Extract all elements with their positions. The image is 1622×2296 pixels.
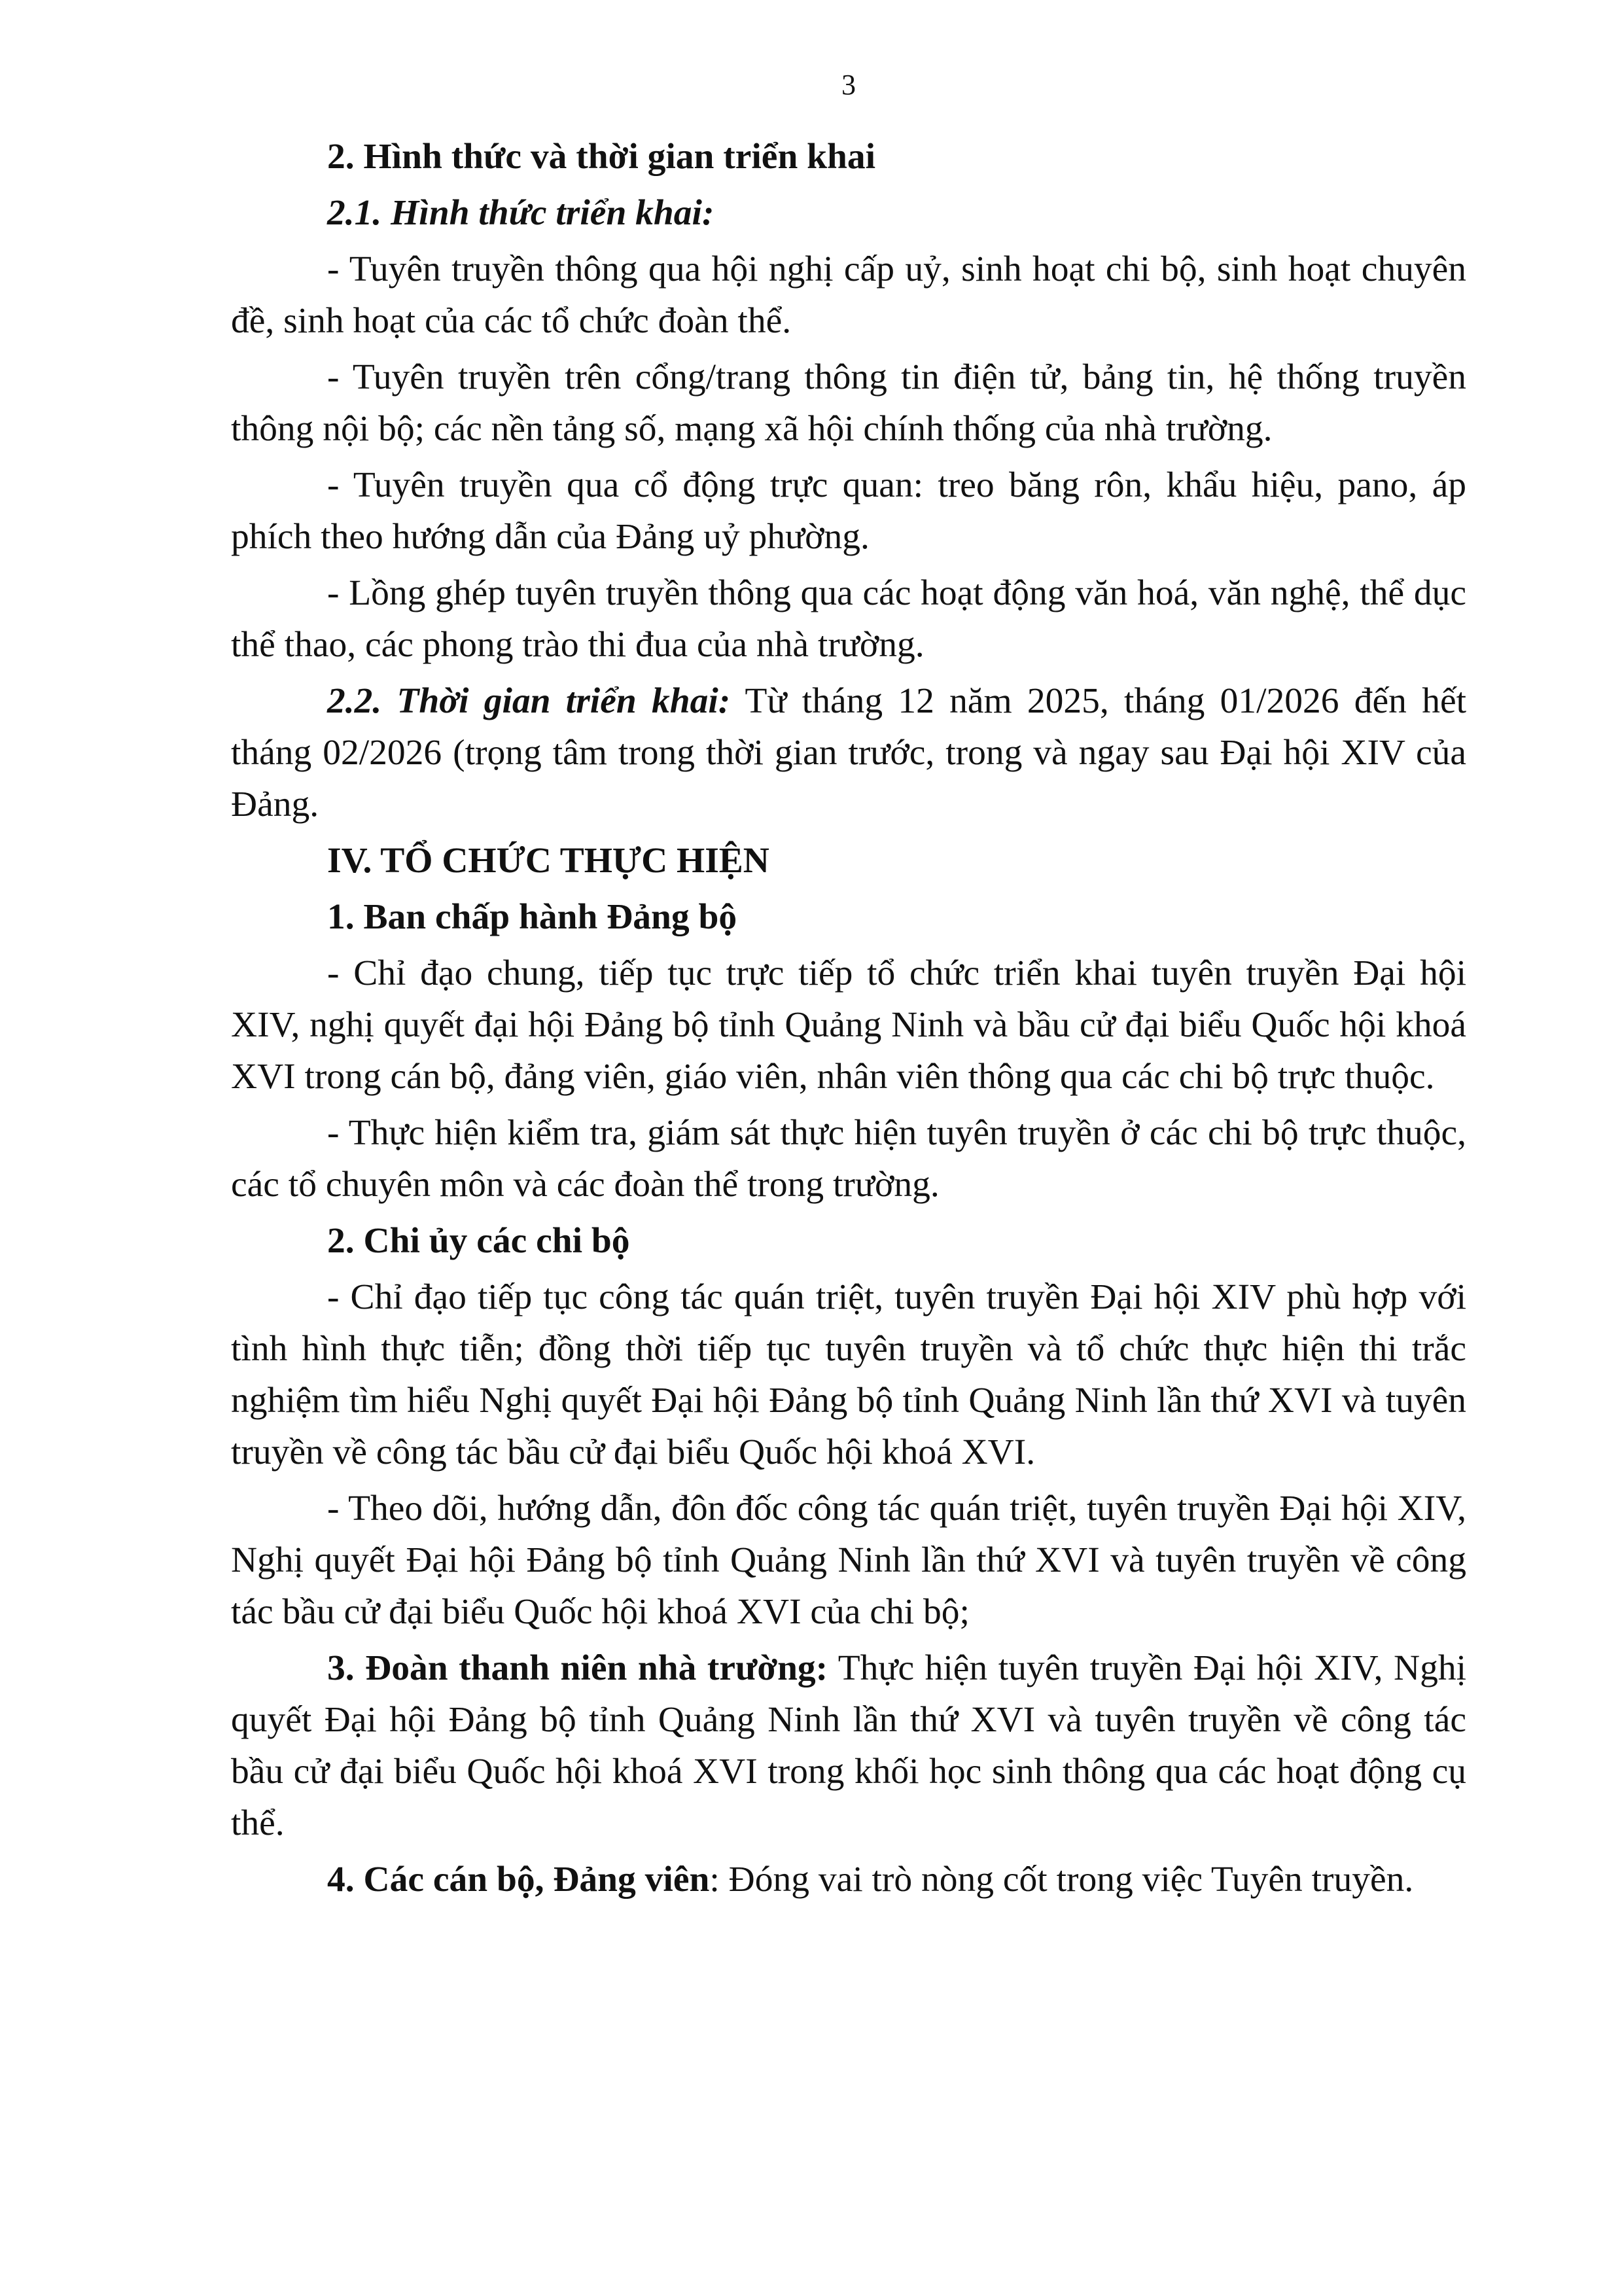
paragraph-youth-union [231,1642,1466,1849]
heading-implementation-time: 2.2. Thời gian triển khai: [327,681,731,721]
paragraph-implementation-time [231,675,1466,830]
paragraph-branch-direction: - Chỉ đạo tiếp tục công tác quán triệt, tuyên truyền Đại hội XIV phù hợp với tình hình thực tiễn; đồng thời tiếp tục tuyên truyền và tổ chức thực hiện thi trắc nghiệm tìm hiểu Nghị quyết Đại hội Đảng bộ tỉnh Quảng Ninh lần thứ XVI và tuyên truyền về công tác bầu cử đại biểu Quốc hội khoá XVI. [231,1277,1466,1472]
paragraph-integrated-activities: - Lồng ghép tuyên truyền thông qua các hoạt động văn hoá, văn nghệ, thể dục thể thao, các phong trào thi đua của nhà trường. [231,573,1466,665]
paragraph-general-direction: - Chỉ đạo chung, tiếp tục trực tiếp tổ chức triển khai tuyên truyền Đại hội XIV, nghị quyết đại hội Đảng bộ tỉnh Quảng Ninh và bầu cử đại biểu Quốc hội khoá XVI trong cán bộ, đảng viên, giáo viên, nhân viên thông qua các chi bộ trực thuộc. [231,953,1466,1097]
heading-implementation-form: 2.1. Hình thức triển khai: [327,193,714,233]
paragraph-party-members [231,1854,1466,1905]
paragraph-meetings: - Tuyên truyền thông qua hội nghị cấp uỷ, sinh hoạt chi bộ, sinh hoạt chuyên đề, sinh hoạt của các tổ chức đoàn thể. [231,249,1466,341]
youth-union-text: Thực hiện tuyên truyền Đại hội XIV, Nghị quyết Đại hội Đảng bộ tỉnh Quảng Ninh lần thứ XVI và tuyên truyền về công tác bầu cử đại biểu Quốc hội khoá XVI trong khối học sinh thông qua các hoạt động cụ thể. [231,1648,1466,1843]
paragraph-branch-monitoring: - Theo dõi, hướng dẫn, đôn đốc công tác quán triệt, tuyên truyền Đại hội XIV, Nghị quyết Đại hội Đảng bộ tỉnh Quảng Ninh lần thứ XVI và tuyên truyền về công tác bầu cử đại biểu Quốc hội khoá XVI của chi bộ; [231,1489,1466,1632]
paragraph-visual-promotion: - Tuyên truyền qua cổ động trực quan: treo băng rôn, khẩu hiệu, pano, áp phích theo hướng dẫn của Đảng uỷ phường. [231,465,1466,557]
heading-implementation-form-and-time: 2. Hình thức và thời gian triển khai [327,137,876,177]
party-members-text: : Đóng vai trò nòng cốt trong việc Tuyên truyền. [709,1860,1414,1899]
paragraph-inspection: - Thực hiện kiểm tra, giám sát thực hiện tuyên truyền ở các chi bộ trực thuộc, các tổ chuyên môn và các đoàn thể trong trường. [231,1113,1466,1205]
heading-party-members: 4. Các cán bộ, Đảng viên [327,1860,710,1899]
heading-branch-committees: 2. Chi ủy các chi bộ [327,1221,630,1261]
paragraph-online-channels: - Tuyên truyền trên cổng/trang thông tin điện tử, bảng tin, hệ thống truyền thông nội bộ; các nền tảng số, mạng xã hội chính thống của nhà trường. [231,357,1466,449]
implementation-time-text: Từ tháng 12 năm 2025, tháng 01/2026 đến hết tháng 02/2026 (trọng tâm trong thời gian trước, trong và ngay sau Đại hội XIV của Đảng. [231,681,1466,824]
document-page [231,65,1466,1910]
heading-youth-union: 3. Đoàn thanh niên nhà trường: [327,1648,828,1688]
page-number: 3 [841,69,856,101]
heading-organization: IV. TỔ CHỨC THỰC HIỆN [327,841,769,881]
heading-executive-committee: 1. Ban chấp hành Đảng bộ [327,897,737,937]
